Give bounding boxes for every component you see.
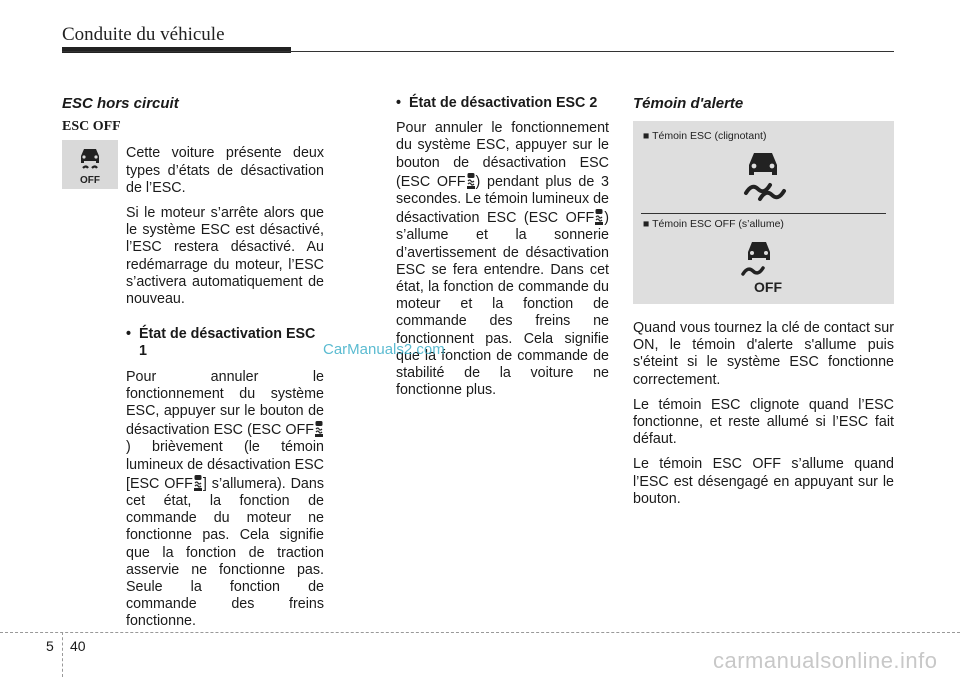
esc-off-small-icon [193,474,203,492]
bullet-state-1: • État de désactivation ESC 1 [126,326,316,360]
watermark-carmanuals2: CarManuals2.com [323,341,445,358]
chapter-number: 5 [46,638,54,654]
bullet-state-2: • État de désactivation ESC 2 [396,95,598,111]
esc-off-small-icon [594,208,604,226]
header-thick-rule [62,47,291,53]
section-title-esc-hors-circuit: ESC hors circuit [62,95,179,112]
subtitle-esc-off: ESC OFF [62,119,121,135]
esc-off-button-icon [62,140,118,189]
footer-site-watermark: carmanualsonline.info [713,648,938,673]
esc-warning-icon [734,147,792,205]
warning-lights-panel [633,121,894,304]
paragraph-key-on: Quand vous tournez la clé de contact sur ON, le témoin d'alerte s'allume puis s'éteint si le système ESC fonctionne correctement. [633,320,894,388]
panel-label-esc-off-on: ■ Témoin ESC OFF (s’allume) [643,218,784,230]
paragraph-state-1: Pour annuler le fonctionnement du système ESC, appuyer sur le bouton de désactivation ESC (ESC OFF) brièvement (le témoin lumineux de désactivation ESC [ESC OFF ] s’allumera). Dans cet état, la fonction de commande du moteur ne fonctionne pas. Cela signifie que la fonction de traction asservie ne fonctionne pas. Seule la fonction de commande des freins fonctionne. [126,368,324,630]
esc-off-small-icon [314,420,324,438]
section-title-temoin-alerte: Témoin d'alerte [633,95,744,112]
right-column-body [633,320,894,516]
page-number: 40 [70,638,86,654]
paragraph-state-2: Pour annuler le fonctionnement du système ESC, appuyer sur le bouton de désactivation ESC (ESC OFF ) pendant plus de 3 secondes. Le témoin lumineux de désactivation ESC (ESC OFF ) s’allume et la sonnerie d’avertissement de désactivation ESC se fera entendre. Dans cet état, la fonction de commande du moteur et la fonction de commande des freins ne fonctionnent pas. Cela signifie que la fonction de commande de stabilité de la voiture ne fonctionne plus. [396,120,609,399]
panel-divider [641,213,886,214]
panel-label-esc-flashing: ■ Témoin ESC (clignotant) [643,130,767,142]
esc-off-warning-icon [735,238,793,296]
paragraph-two-states: Cette voiture présente deux types d’états de désactivation de l’ESC. [126,145,324,196]
middle-column [396,95,609,407]
esc-off-icon-label: OFF [80,174,100,186]
footer-vertical-rule [62,632,63,677]
right-column [633,95,894,118]
panel-off-label: OFF [754,279,782,295]
page-header-title: Conduite du véhicule [62,24,225,45]
esc-off-small-icon [466,172,476,190]
header-thin-rule [62,51,894,52]
paragraph-esc-off-lights: Le témoin ESC OFF s’allume quand l’ESC est désengagé en appuyant sur le bouton. [633,456,894,507]
paragraph-esc-flashes: Le témoin ESC clignote quand l’ESC fonctionne, et reste allumé si l’ESC fait défaut. [633,396,894,448]
paragraph-engine-restart: Si le moteur s’arrête alors que le système ESC est désactivé, l’ESC restera désactivé. Au redémarrage du moteur, l’ESC s’activera automatiquement de nouveau. [126,205,324,308]
footer-rule [0,632,960,633]
